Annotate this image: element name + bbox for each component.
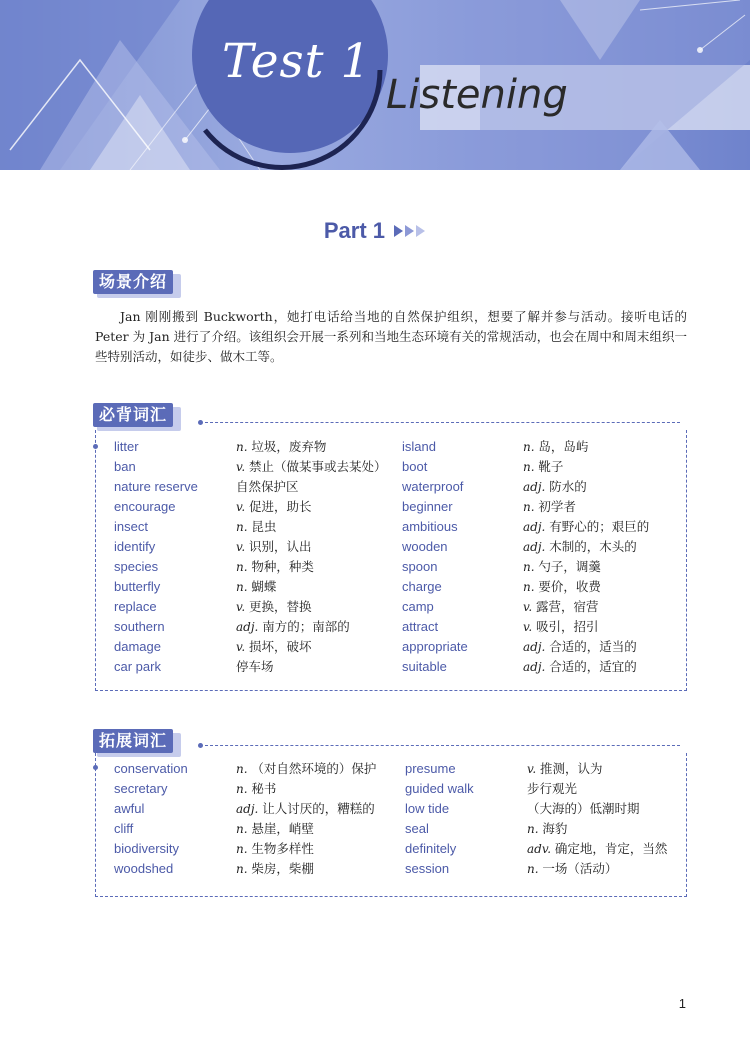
- part-of-speech: n.: [527, 862, 543, 876]
- definition-text: （对自然环境的）保护: [251, 761, 377, 776]
- part-of-speech: n.: [523, 580, 539, 594]
- vocab-definition: [236, 437, 326, 457]
- part-of-speech: n.: [236, 822, 252, 836]
- vocab-word: charge: [402, 579, 442, 594]
- vocab-word: replace: [114, 599, 157, 614]
- part-of-speech: n.: [236, 762, 252, 776]
- vocab-definition: [236, 577, 276, 597]
- vocab-word: damage: [114, 639, 161, 654]
- vocab-word: guided walk: [405, 781, 474, 796]
- part-of-speech: adj.: [523, 480, 550, 494]
- part-of-speech: n.: [523, 560, 539, 574]
- part-of-speech: n.: [236, 580, 252, 594]
- vocab-word: encourage: [114, 499, 176, 514]
- definition-text: 自然保护区: [236, 479, 299, 494]
- vocab-definition: [236, 839, 314, 859]
- vocab-definition: [527, 759, 603, 779]
- definition-text: 合适的，适当的: [549, 639, 637, 654]
- part-of-speech: v.: [236, 500, 249, 514]
- vocab-word: attract: [402, 619, 439, 634]
- vocab-word: butterfly: [114, 579, 161, 594]
- vocab-definition: [527, 799, 640, 819]
- definition-text: 促进，助长: [248, 499, 312, 514]
- part-of-speech: adj.: [523, 540, 550, 554]
- box-dot: [93, 765, 98, 770]
- part-of-speech: v.: [527, 762, 540, 776]
- definition-text: 合适的，适宜的: [549, 659, 637, 674]
- vocab-definition: [236, 799, 375, 819]
- scene-label: 场景介绍: [93, 270, 173, 294]
- part-heading: [0, 218, 750, 244]
- page-number: 1: [678, 996, 686, 1011]
- box-dot: [198, 743, 203, 748]
- definition-text: 初学者: [538, 499, 576, 514]
- part-of-speech: n.: [236, 842, 252, 856]
- vocab-word: beginner: [402, 499, 453, 514]
- vocab-word: ambitious: [402, 519, 458, 534]
- vocab-definition: [236, 617, 350, 637]
- vocab-definition: [523, 477, 587, 497]
- vocab-word: wooden: [402, 539, 448, 554]
- definition-text: 一场（活动）: [542, 861, 618, 876]
- definition-text: 物种，种类: [251, 559, 314, 574]
- part-of-speech: n.: [236, 862, 252, 876]
- definition-text: 要价，收费: [538, 579, 601, 594]
- vocab-word: low tide: [405, 801, 450, 816]
- definition-text: 昆虫: [251, 519, 277, 534]
- part-of-speech: adj.: [236, 620, 263, 634]
- box-top-border: [205, 745, 680, 746]
- definition-text: 柴房，柴棚: [251, 861, 314, 876]
- banner-decoration: [0, 0, 750, 170]
- definition-text: 损坏，破坏: [248, 639, 312, 654]
- box-dot: [198, 420, 203, 425]
- vocab-word: appropriate: [402, 639, 468, 654]
- vocab-definition: [236, 457, 387, 477]
- vocab-word: cliff: [114, 821, 134, 836]
- definition-text: 蝴蝶: [251, 579, 277, 594]
- vocab-word: identify: [114, 539, 156, 554]
- part-of-speech: n.: [236, 520, 252, 534]
- vocab-definition: [236, 517, 276, 537]
- part-of-speech: adj.: [523, 520, 550, 534]
- part-of-speech: adj.: [236, 802, 263, 816]
- vocab-definition: [523, 637, 637, 657]
- scene-paragraph: Jan 刚刚搬到 Buckworth，她打电话给当地的自然保护组织，想要了解并参与活动。接听电话的 Peter 为 Jan 进行了介绍。该组织会开展一系列和当地生态环境有关的常规活动，也会在周中和周末组织一些特别活动，如徒步、做木工等。: [95, 309, 687, 364]
- vocab-definition: [527, 839, 667, 859]
- vocab-definition: [523, 597, 599, 617]
- definition-text: 南方的；南部的: [262, 619, 350, 634]
- definition-text: 靴子: [538, 459, 564, 474]
- vocab-word: nature reserve: [114, 479, 198, 494]
- triple-arrow-icon: [394, 224, 426, 238]
- definition-text: 禁止（做某事或去某处）: [248, 459, 387, 474]
- vocab-word: definitely: [405, 841, 457, 856]
- vocab-definition: [236, 779, 276, 799]
- vocab-word: biodiversity: [114, 841, 180, 856]
- section-title: Listening: [386, 72, 568, 118]
- vocab-word: conservation: [114, 761, 188, 776]
- vocab-definition: [236, 597, 312, 617]
- definition-text: 确定地，肯定，当然: [554, 841, 668, 856]
- part-of-speech: n.: [527, 822, 543, 836]
- vocab-definition: [527, 819, 567, 839]
- part-title: Part 1: [323, 218, 386, 243]
- definition-text: 防水的: [549, 479, 587, 494]
- definition-text: 露营，宿营: [535, 599, 599, 614]
- vocab-definition: [523, 457, 563, 477]
- vocab-definition: [236, 657, 274, 677]
- part-of-speech: n.: [523, 460, 539, 474]
- definition-text: 勺子，调羹: [538, 559, 601, 574]
- part-of-speech: adj.: [523, 660, 550, 674]
- part-of-speech: n.: [236, 560, 252, 574]
- part-of-speech: n.: [236, 782, 252, 796]
- vocab-definition: [236, 637, 312, 657]
- vocab-word: camp: [402, 599, 434, 614]
- ext-vocab-label: 拓展词汇: [93, 729, 173, 753]
- vocab-definition: [236, 859, 314, 879]
- part-of-speech: v.: [236, 460, 249, 474]
- vocab-word: secretary: [114, 781, 168, 796]
- vocab-definition: [523, 437, 588, 457]
- definition-text: 步行观光: [527, 781, 578, 796]
- part-of-speech: n.: [523, 440, 539, 454]
- vocab-definition: [523, 557, 601, 577]
- definition-text: 让人讨厌的，糟糕的: [262, 801, 375, 816]
- part-of-speech: v.: [523, 600, 536, 614]
- vocab-definition: [523, 517, 649, 537]
- vocab-word: session: [405, 861, 450, 876]
- part-of-speech: v.: [523, 620, 536, 634]
- definition-text: 有野心的；艰巨的: [549, 519, 650, 534]
- vocab-word: boot: [402, 459, 428, 474]
- part-of-speech: adj.: [523, 640, 550, 654]
- vocab-word: suitable: [402, 659, 447, 674]
- vocab-word: insect: [114, 519, 148, 534]
- vocab-definition: [527, 859, 617, 879]
- vocab-definition: [523, 497, 576, 517]
- vocab-definition: [527, 779, 577, 799]
- header-banner: [0, 0, 750, 170]
- part-of-speech: v.: [236, 540, 249, 554]
- vocab-word: litter: [114, 439, 139, 454]
- vocab-word: awful: [114, 801, 145, 816]
- definition-text: 识别，认出: [248, 539, 312, 554]
- definition-text: 木制的，木头的: [549, 539, 637, 554]
- box-top-border: [205, 422, 680, 423]
- vocab-word: species: [114, 559, 159, 574]
- vocab-definition: [523, 617, 599, 637]
- vocab-definition: [236, 759, 376, 779]
- vocab-definition: [236, 557, 314, 577]
- definition-text: 垃圾，废弃物: [251, 439, 327, 454]
- vocab-word: ban: [114, 459, 136, 474]
- definition-text: 推测，认为: [539, 761, 603, 776]
- definition-text: 海豹: [542, 821, 568, 836]
- part-of-speech: n.: [236, 440, 252, 454]
- vocab-word: seal: [405, 821, 429, 836]
- vocab-word: woodshed: [114, 861, 174, 876]
- definition-text: 吸引，招引: [535, 619, 599, 634]
- definition-text: 秘书: [251, 781, 277, 796]
- part-of-speech: n.: [523, 500, 539, 514]
- definition-text: （大海的）低潮时期: [527, 801, 640, 816]
- vocab-word: waterproof: [402, 479, 464, 494]
- part-of-speech: v.: [236, 640, 249, 654]
- vocab-word: southern: [114, 619, 165, 634]
- vocab-word: car park: [114, 659, 161, 674]
- vocab-definition: [236, 497, 312, 517]
- core-vocab-label: 必背词汇: [93, 403, 173, 427]
- box-dot: [93, 444, 98, 449]
- vocab-definition: [236, 537, 312, 557]
- vocab-definition: [523, 537, 637, 557]
- vocab-word: spoon: [402, 559, 438, 574]
- vocab-definition: [236, 477, 299, 497]
- vocab-word: island: [402, 439, 436, 454]
- vocab-definition: [523, 577, 601, 597]
- definition-text: 岛，岛屿: [538, 439, 589, 454]
- part-of-speech: adv.: [527, 842, 555, 856]
- definition-text: 悬崖，峭壁: [251, 821, 314, 836]
- definition-text: 生物多样性: [251, 841, 314, 856]
- definition-text: 停车场: [236, 659, 274, 674]
- vocab-word: presume: [405, 761, 456, 776]
- part-of-speech: v.: [236, 600, 249, 614]
- test-title: Test 1: [222, 34, 372, 89]
- definition-text: 更换，替换: [248, 599, 312, 614]
- vocab-definition: [236, 819, 314, 839]
- vocab-definition: [523, 657, 637, 677]
